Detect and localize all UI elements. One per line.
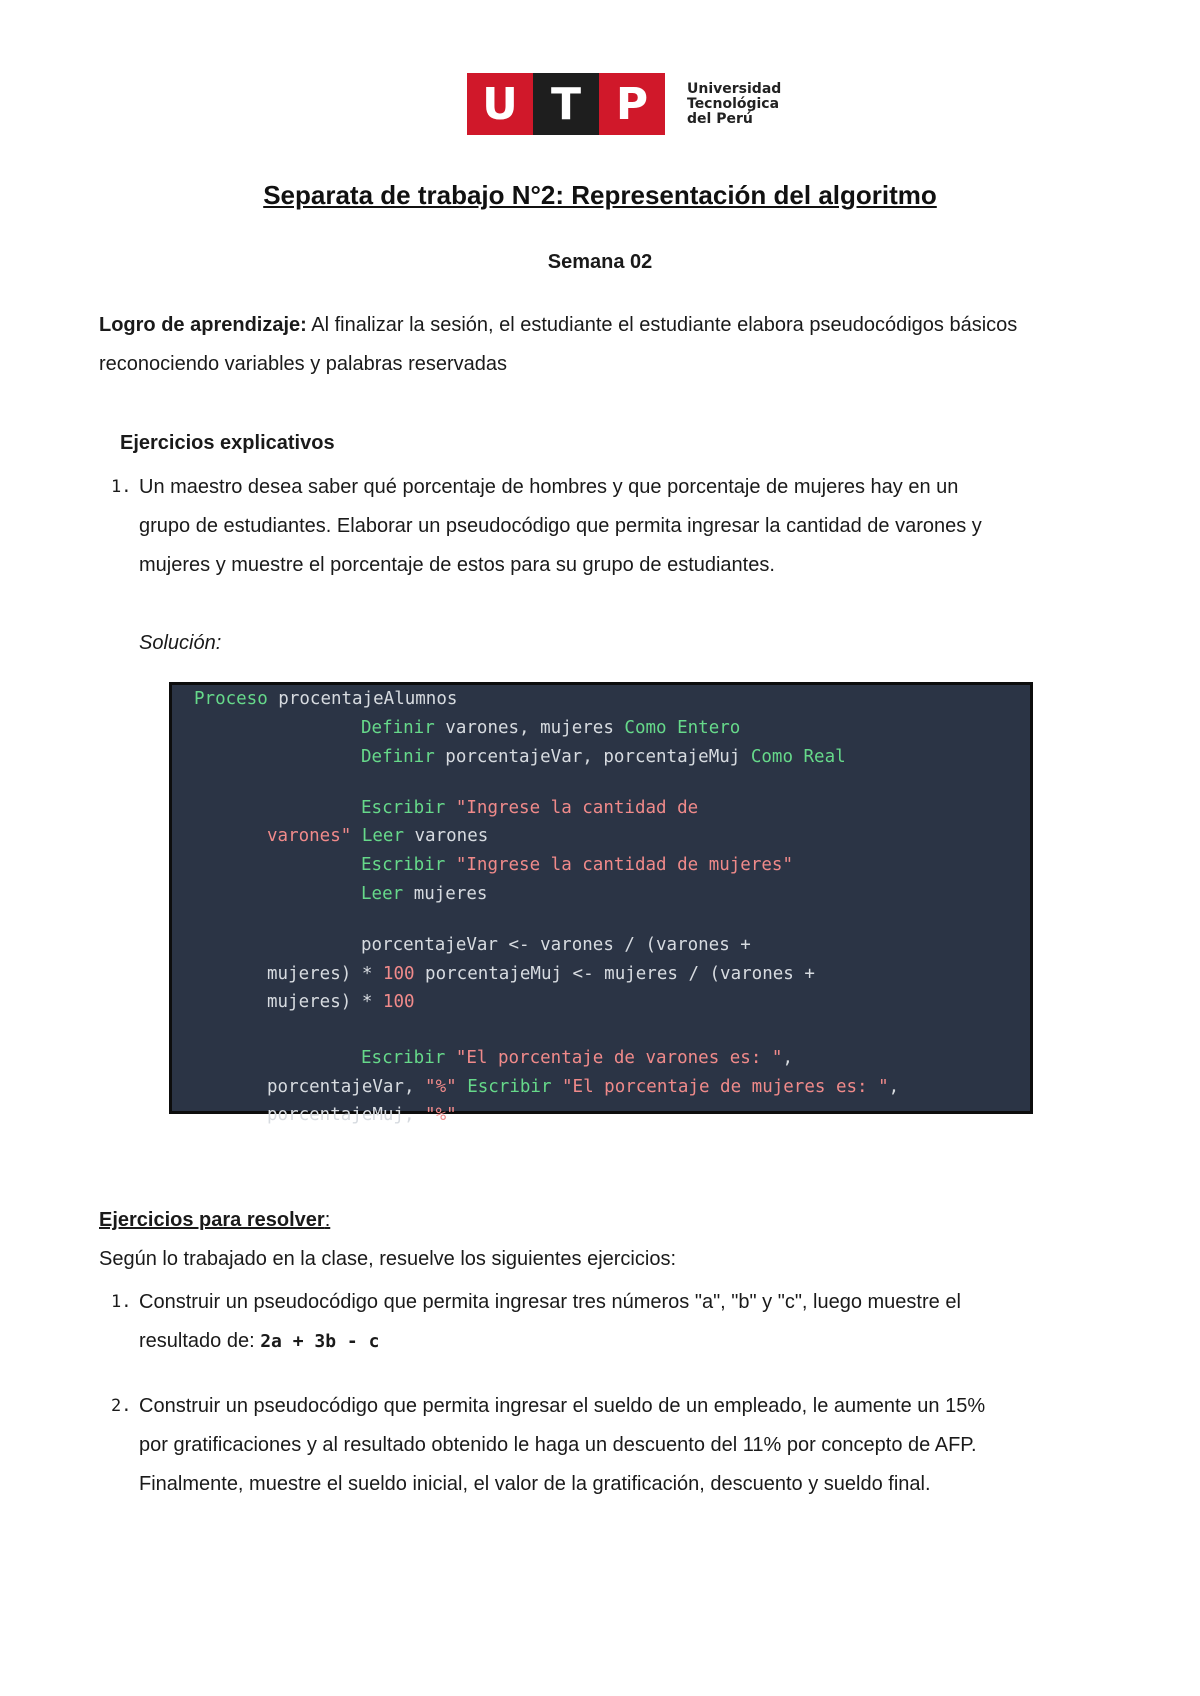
code-line — [267, 1077, 899, 1097]
code-keyword: Como Real — [750, 747, 846, 767]
code-text: mujeres — [403, 884, 488, 904]
code-line — [267, 992, 415, 1012]
code-keyword: Escribir — [361, 1048, 446, 1068]
code-line — [267, 1105, 457, 1125]
to-solve-intro: Según lo trabajado en la clase, resuelve los siguientes ejercicios: — [99, 1248, 677, 1270]
code-text: procentajeAlumnos — [267, 689, 458, 709]
to-solve-heading-row — [99, 1201, 330, 1240]
logo-text-line: Tecnológica — [687, 95, 780, 112]
code-text: mujeres) * — [267, 964, 383, 984]
code-string: varones" — [267, 826, 352, 846]
code-number: 100 — [382, 992, 415, 1012]
code-string: "Ingrese la cantidad de mujeres" — [445, 855, 793, 875]
learning-label: Logro de aprendizaje: — [99, 314, 307, 336]
code-keyword: Como Entero — [624, 718, 741, 738]
code-keyword: Definir — [361, 718, 435, 738]
code-line — [361, 798, 698, 818]
utp-logo — [467, 73, 781, 135]
learning-objective-line1 — [99, 306, 1017, 345]
exercise-1-line — [139, 1322, 379, 1361]
code-text: porcentajeVar, — [267, 1077, 426, 1097]
exercise-1-line: Construir un pseudocódigo que permita ingresar tres números "a", "b" y "c", luego muestre el — [139, 1291, 961, 1313]
code-line — [361, 884, 487, 904]
code-line — [194, 689, 457, 709]
list-number: 1. — [111, 477, 132, 497]
exercise-2-line: Construir un pseudocódigo que permita ingresar el sueldo de un empleado, le aumente un 15% — [139, 1395, 986, 1417]
code-line: porcentajeVar <- varones / (varones + — [361, 935, 751, 955]
logo-text-line: Universidad — [687, 80, 782, 97]
code-keyword: Leer — [361, 884, 404, 904]
code-keyword: Escribir — [361, 855, 446, 875]
code-line — [361, 855, 793, 875]
code-text: , — [782, 1048, 793, 1068]
code-keyword: Proceso — [194, 689, 268, 709]
code-keyword: Escribir — [361, 798, 446, 818]
explained-heading: Ejercicios explicativos — [120, 432, 335, 454]
logo-letter-u: U — [467, 73, 533, 135]
to-solve-colon: : — [324, 1209, 331, 1231]
page-title: Separata de trabajo N°2: Representación del algoritmo — [263, 180, 937, 210]
code-line — [361, 747, 846, 767]
code-string: "El porcentaje de varones es: " — [445, 1048, 783, 1068]
code-text: porcentajeMuj, — [267, 1105, 426, 1125]
exercise-1-prefix: resultado de: — [139, 1330, 261, 1352]
code-line — [361, 1048, 793, 1068]
code-line — [267, 964, 815, 984]
exercise-2-line: Finalmente, muestre el sueldo inicial, el valor de la gratificación, descuento y sueldo final. — [139, 1473, 931, 1495]
code-text: varones, mujeres — [434, 718, 625, 738]
week-label: Semana 02 — [547, 251, 653, 273]
pseudocode-block — [169, 682, 1033, 1125]
code-number: 100 — [382, 964, 415, 984]
code-text: varones — [403, 826, 489, 846]
exercise-2-line: por gratificaciones y al resultado obtenido le haga un descuento del 11% por concepto de AFP. — [139, 1434, 977, 1456]
logo-letter-p: P — [599, 73, 665, 135]
to-solve-heading: Ejercicios para resolver — [99, 1209, 325, 1231]
explained-item-line: grupo de estudiantes. Elaborar un pseudocódigo que permita ingresar la cantidad de varones y — [139, 515, 982, 537]
learning-text: Al finalizar la sesión, el estudiante el estudiante elabora pseudocódigos básicos — [306, 314, 1018, 336]
list-number: 2. — [111, 1396, 132, 1416]
code-text: porcentajeMuj <- mujeres / (varones + — [414, 964, 815, 984]
code-keyword: Definir — [361, 747, 435, 767]
logo-text-line: del Perú — [687, 110, 753, 127]
code-text: mujeres) * — [267, 992, 383, 1012]
logo-blocks — [467, 73, 665, 135]
code-string: "%" — [425, 1105, 457, 1125]
code-keyword: Escribir — [456, 1077, 552, 1097]
code-keyword: Leer — [351, 826, 404, 846]
explained-item-line: mujeres y muestre el porcentaje de estos para su grupo de estudiantes. — [139, 554, 775, 576]
logo-letter-t: T — [533, 73, 599, 135]
learning-objective-line2: reconociendo variables y palabras reservadas — [99, 353, 508, 375]
code-text: porcentajeVar, porcentajeMuj — [434, 747, 751, 767]
exercise-1-formula: 2a + 3b - c — [260, 1331, 380, 1352]
logo-text — [687, 82, 781, 127]
solution-label: Solución: — [139, 632, 222, 654]
list-number: 1. — [111, 1292, 132, 1312]
code-line — [361, 718, 740, 738]
code-string: "Ingrese la cantidad de — [445, 798, 699, 818]
code-string: "El porcentaje de mujeres es: " — [551, 1077, 889, 1097]
explained-item-line: Un maestro desea saber qué porcentaje de hombres y que porcentaje de mujeres hay en un — [139, 476, 959, 498]
code-line — [267, 826, 488, 846]
code-string: "%" — [425, 1077, 457, 1097]
code-text: , — [888, 1077, 900, 1097]
